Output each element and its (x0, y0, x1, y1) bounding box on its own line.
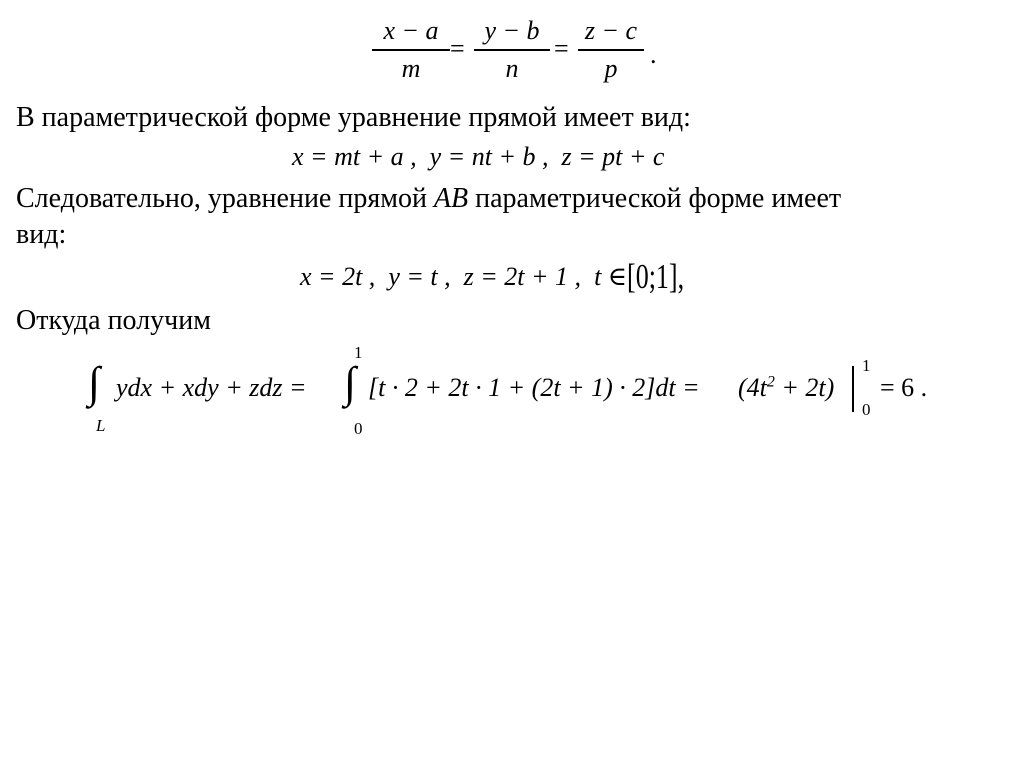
line-integral-expression: ydx + xdy + zdz = (116, 373, 307, 402)
fraction-y-numerator: y − b (484, 16, 540, 45)
paragraph-consequently (16, 182, 841, 216)
param-z: z = pt + c (561, 142, 665, 171)
ab-y: y = t , (388, 262, 451, 291)
fraction-bar (578, 49, 644, 51)
fraction-bar (372, 49, 450, 51)
upper-limit: 1 (354, 343, 363, 362)
integral-contour-label: L (96, 416, 106, 435)
fraction-y-denominator: n (505, 53, 519, 83)
definite-integral-sign-icon: ∫ (344, 358, 357, 407)
equals-sign: = (450, 34, 465, 63)
paragraph-consequently-line2: вид: (16, 219, 67, 250)
line-ab-label: AB (433, 183, 469, 214)
fraction-x (372, 16, 450, 84)
fraction-bar (474, 49, 550, 51)
integral-result: = 6 . (880, 373, 928, 402)
consequently-text-end: параметрической форме имеет (468, 183, 842, 214)
param-x: x = mt + a , (292, 142, 417, 171)
fraction-z-denominator: p (604, 53, 618, 83)
evaluation-bar (852, 366, 854, 412)
antiderivative-exponent: 2 (766, 373, 775, 391)
antiderivative-part1: (4t (738, 373, 767, 402)
evaluation-upper: 1 (862, 356, 871, 375)
fraction-z-numerator: z − c (584, 16, 638, 45)
antiderivative (738, 373, 834, 403)
ab-x: x = 2t , (300, 262, 376, 291)
integrand-expression: [t · 2 + 2t · 1 + (2t + 1) · 2]dt = (368, 373, 700, 402)
ab-parametric-equation (300, 256, 685, 296)
fraction-z (578, 16, 644, 84)
param-y: y = nt + b , (429, 142, 549, 171)
fraction-x-denominator: m (401, 53, 421, 83)
paragraph-whence: Откуда получим (16, 305, 211, 336)
evaluation-lower: 0 (862, 400, 871, 419)
antiderivative-part2: + 2t) (774, 373, 835, 402)
period: . (650, 40, 657, 69)
consequently-text-start: Следовательно, уравнение прямой (16, 183, 434, 214)
fraction-y (474, 16, 550, 84)
ab-z: z = 2t + 1 , (463, 262, 582, 291)
ab-interval: [0;1], (627, 256, 685, 296)
parametric-equation (292, 142, 664, 172)
integral-sign-icon: ∫ (88, 358, 101, 407)
equals-sign: = (554, 34, 569, 63)
fraction-x-numerator: x − a (383, 16, 439, 45)
paragraph-parametric-intro: В параметрической форме уравнение прямой имеет вид: (16, 102, 691, 133)
ab-t: t ∈ (594, 262, 628, 291)
lower-limit: 0 (354, 419, 363, 438)
